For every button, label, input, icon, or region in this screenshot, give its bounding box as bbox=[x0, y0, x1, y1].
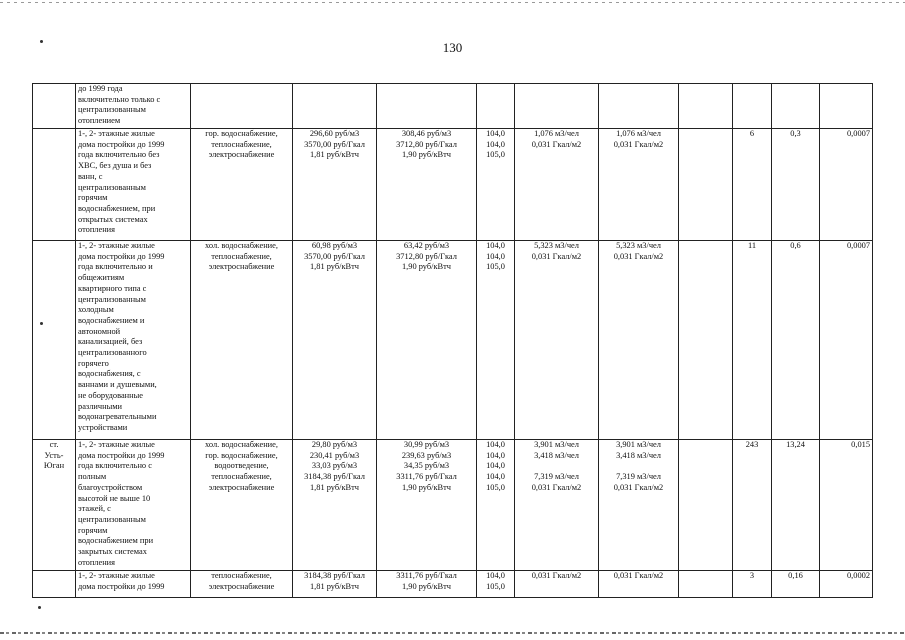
old-price-cell bbox=[293, 84, 377, 129]
old-price-cell: 3184,38 руб/Гкал 1,81 руб/кВтч bbox=[293, 571, 377, 598]
new-price-cell bbox=[377, 84, 477, 129]
locality-cell: ст. Усть- Юган bbox=[33, 440, 76, 571]
share-cell: 13,24 bbox=[772, 440, 820, 571]
count-cell: 11 bbox=[733, 241, 772, 440]
empty-cell bbox=[679, 440, 733, 571]
norm-b-cell bbox=[599, 84, 679, 129]
share-cell: 0,3 bbox=[772, 129, 820, 241]
table-row bbox=[33, 129, 873, 241]
norm-a-cell: 5,323 м3/чел 0,031 Гкал/м2 bbox=[515, 241, 599, 440]
old-price-cell: 60,98 руб/м3 3570,00 руб/Гкал 1,81 руб/кВтч bbox=[293, 241, 377, 440]
index-cell: 104,0 104,0 104,0 104,0 105,0 bbox=[477, 440, 515, 571]
share-cell: 0,6 bbox=[772, 241, 820, 440]
norm-a-cell: 3,901 м3/чел 3,418 м3/чел 7,319 м3/чел 0,031 Гкал/м2 bbox=[515, 440, 599, 571]
table-row bbox=[33, 84, 873, 129]
category-cell: 1-, 2- этажные жилые дома постройки до 1999 года включительно с полным благоустройством высотой не выше 10 этажей, с централизованным горячим водоснабжением при закрытых системах отопления bbox=[76, 440, 191, 571]
services-cell: гор. водоснабжение, теплоснабжение, электроснабжение bbox=[191, 129, 293, 241]
new-price-cell: 308,46 руб/м3 3712,80 руб/Гкал 1,90 руб/кВтч bbox=[377, 129, 477, 241]
empty-cell bbox=[679, 129, 733, 241]
table-row bbox=[33, 241, 873, 440]
norm-b-cell: 1,076 м3/чел 0,031 Гкал/м2 bbox=[599, 129, 679, 241]
share-cell: 0,16 bbox=[772, 571, 820, 598]
services-cell: хол. водоснабжение, теплоснабжение, электроснабжение bbox=[191, 241, 293, 440]
norm-a-cell: 1,076 м3/чел 0,031 Гкал/м2 bbox=[515, 129, 599, 241]
index-cell bbox=[477, 84, 515, 129]
ratio-cell bbox=[820, 84, 873, 129]
page-number: 130 bbox=[442, 40, 463, 55]
services-cell: хол. водоснабжение, гор. водоснабжение, водоотведение, теплоснабжение, электроснабжение bbox=[191, 440, 293, 571]
locality-cell bbox=[33, 84, 76, 129]
new-price-cell: 30,99 руб/м3 239,63 руб/м3 34,35 руб/м3 3311,76 руб/Гкал 1,90 руб/кВтч bbox=[377, 440, 477, 571]
category-cell: до 1999 года включительно только с централизованным отоплением bbox=[76, 84, 191, 129]
index-cell: 104,0 104,0 105,0 bbox=[477, 241, 515, 440]
old-price-cell: 29,80 руб/м3 230,41 руб/м3 33,03 руб/м3 3184,38 руб/Гкал 1,81 руб/кВтч bbox=[293, 440, 377, 571]
ratio-cell: 0,0002 bbox=[820, 571, 873, 598]
index-cell: 104,0 104,0 105,0 bbox=[477, 129, 515, 241]
new-price-cell: 63,42 руб/м3 3712,80 руб/Гкал 1,90 руб/кВтч bbox=[377, 241, 477, 440]
category-cell: 1-, 2- этажные жилые дома постройки до 1999 года включительно и общежитиям квартирного типа с централизованным холодным водоснабжением и автономной канализацией, без централизованного горячего водоснабжения, с ваннами и душевыми, не оборудованные различными водонагревательными устройствами bbox=[76, 241, 191, 440]
category-cell: 1-, 2- этажные жилые дома постройки до 1999 года включительно без ХВС, без душа и без ванн, с централизованным горячим водоснабжением, при открытых системах отопления bbox=[76, 129, 191, 241]
table-row bbox=[33, 571, 873, 598]
norm-b-cell: 3,901 м3/чел 3,418 м3/чел 7,319 м3/чел 0,031 Гкал/м2 bbox=[599, 440, 679, 571]
count-cell: 6 bbox=[733, 129, 772, 241]
ratio-cell: 0,0007 bbox=[820, 241, 873, 440]
count-cell bbox=[733, 84, 772, 129]
ratio-cell: 0,0007 bbox=[820, 129, 873, 241]
empty-cell bbox=[679, 571, 733, 598]
locality-cell bbox=[33, 241, 76, 440]
scan-speck bbox=[38, 606, 41, 609]
table-row bbox=[33, 440, 873, 571]
share-cell bbox=[772, 84, 820, 129]
count-cell: 3 bbox=[733, 571, 772, 598]
empty-cell bbox=[679, 241, 733, 440]
locality-cell bbox=[33, 571, 76, 598]
tariff-table bbox=[32, 83, 873, 598]
index-cell: 104,0 105,0 bbox=[477, 571, 515, 598]
norm-b-cell: 5,323 м3/чел 0,031 Гкал/м2 bbox=[599, 241, 679, 440]
ratio-cell: 0,015 bbox=[820, 440, 873, 571]
services-cell: теплоснабжение, электроснабжение bbox=[191, 571, 293, 598]
norm-b-cell: 0,031 Гкал/м2 bbox=[599, 571, 679, 598]
empty-cell bbox=[679, 84, 733, 129]
count-cell: 243 bbox=[733, 440, 772, 571]
norm-a-cell bbox=[515, 84, 599, 129]
scan-edge-top bbox=[0, 2, 905, 3]
scan-edge-bottom bbox=[0, 632, 905, 634]
locality-cell bbox=[33, 129, 76, 241]
norm-a-cell: 0,031 Гкал/м2 bbox=[515, 571, 599, 598]
category-cell: 1-, 2- этажные жилые дома постройки до 1999 bbox=[76, 571, 191, 598]
old-price-cell: 296,60 руб/м3 3570,00 руб/Гкал 1,81 руб/кВтч bbox=[293, 129, 377, 241]
new-price-cell: 3311,76 руб/Гкал 1,90 руб/кВтч bbox=[377, 571, 477, 598]
services-cell bbox=[191, 84, 293, 129]
